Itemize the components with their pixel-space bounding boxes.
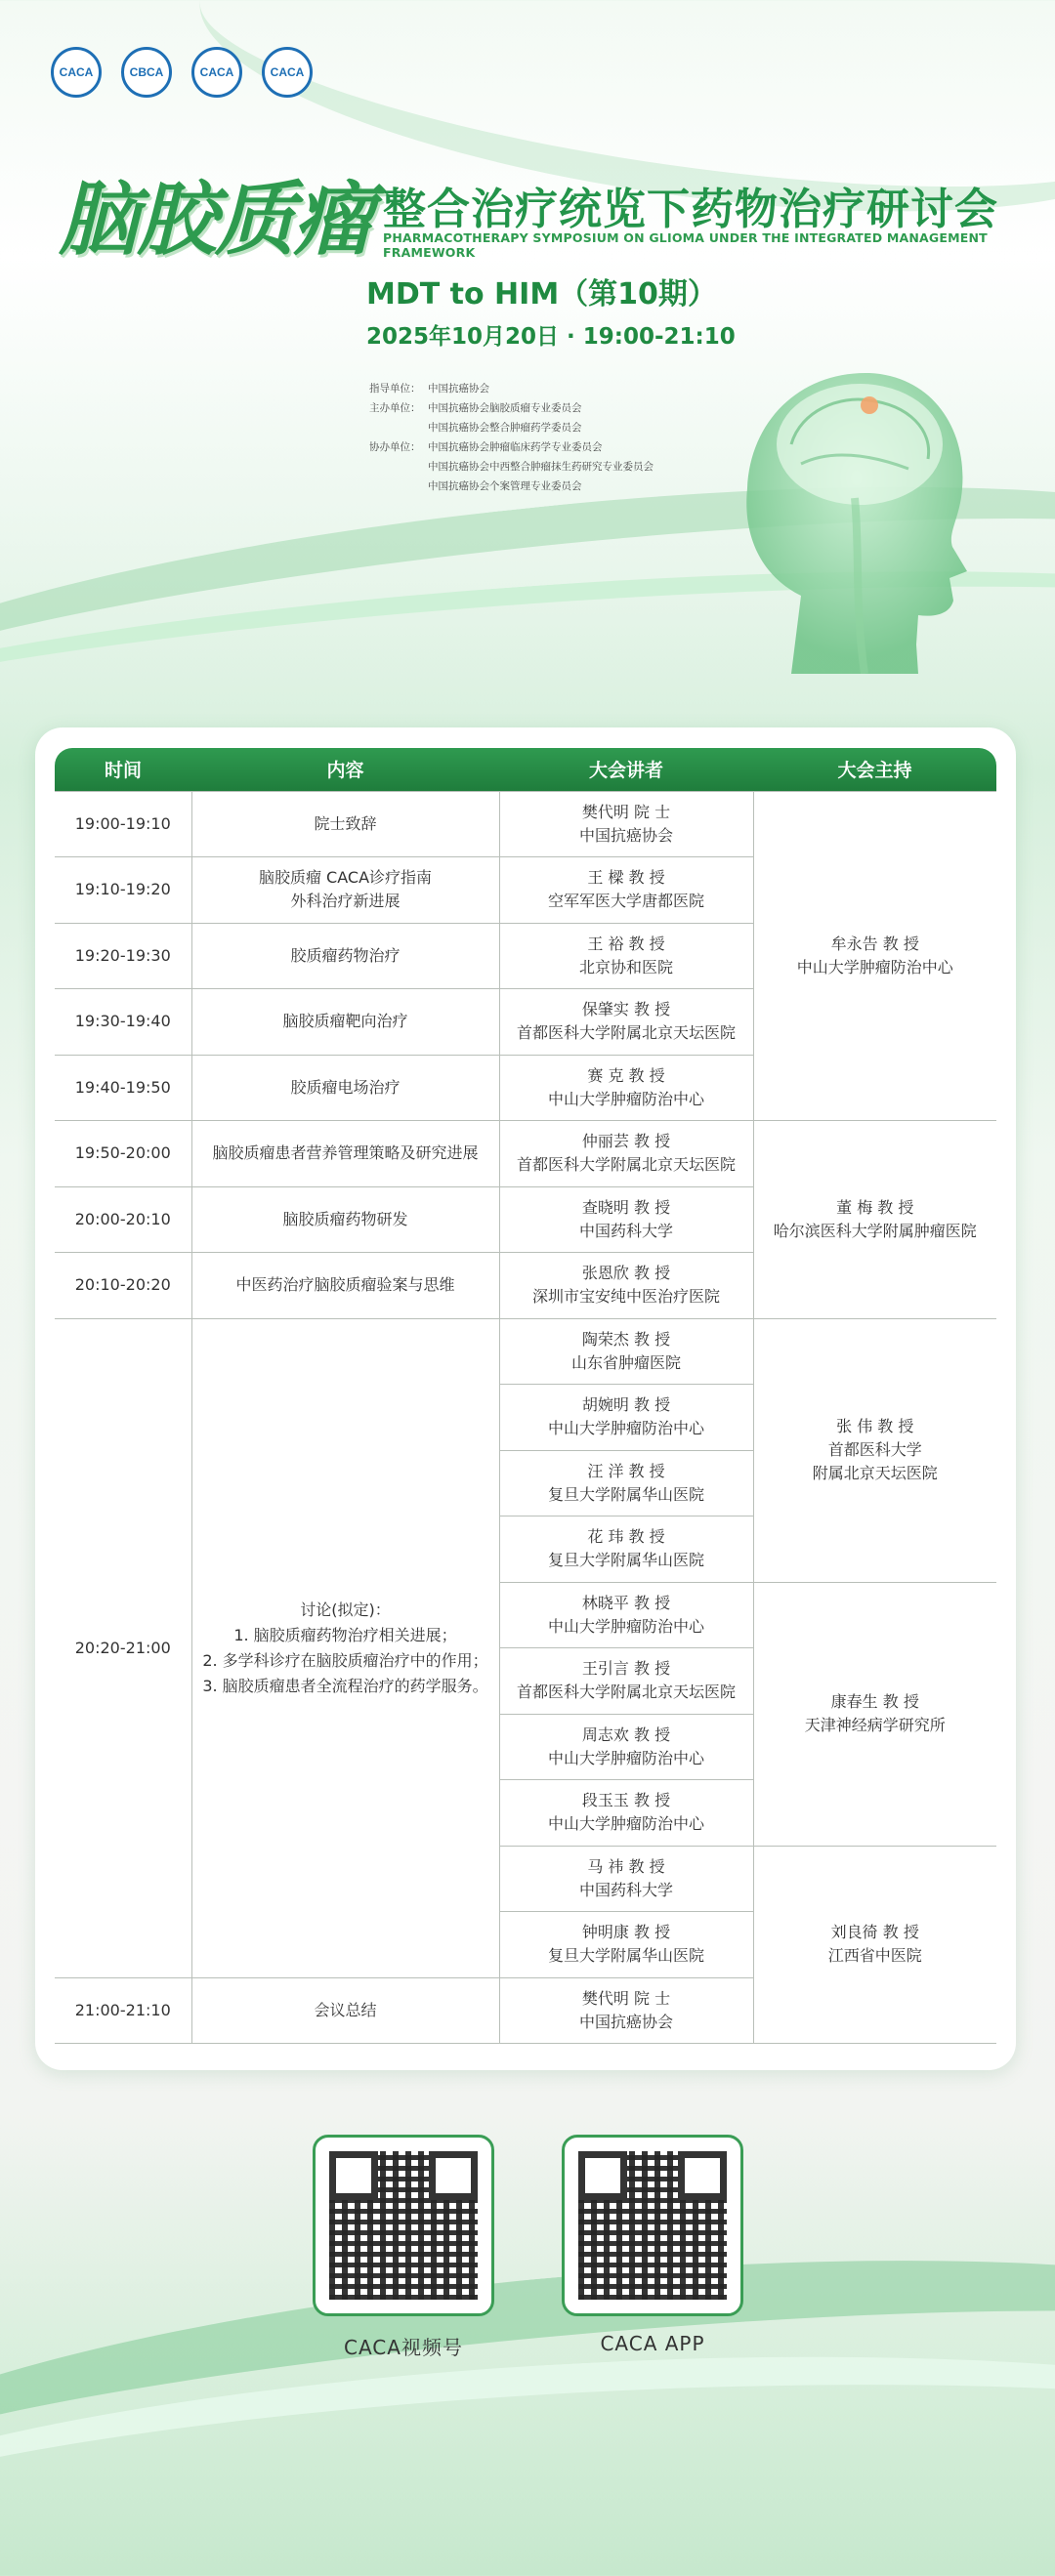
speaker-cell: 王 樑 教 授 空军军医大学唐都医院 xyxy=(499,857,753,924)
time-cell: 20:20-21:00 xyxy=(55,1318,191,1977)
association-logo: CACA xyxy=(262,47,313,98)
speaker-cell: 马 祎 教 授 中国药科大学 xyxy=(499,1846,753,1912)
qr-caca-app[interactable] xyxy=(562,2135,743,2355)
time-cell: 19:10-19:20 xyxy=(55,857,191,924)
organizer-row: 中国抗癌协会整合肿瘤药学委员会 xyxy=(428,422,582,434)
host-cell: 刘良徛 教 授 江西省中医院 xyxy=(753,1846,996,2044)
host-cell: 董 梅 教 授 哈尔滨医科大学附属肿瘤医院 xyxy=(753,1121,996,1319)
time-cell: 19:20-19:30 xyxy=(55,923,191,989)
speaker-cell: 王引言 教 授 首都医科大学附属北京天坛医院 xyxy=(499,1648,753,1715)
speaker-cell: 段玉玉 教 授 中山大学肿瘤防治中心 xyxy=(499,1780,753,1847)
qr-frame xyxy=(313,2135,494,2316)
speaker-cell: 仲丽芸 教 授 首都医科大学附属北京天坛医院 xyxy=(499,1121,753,1187)
speaker-cell: 樊代明 院 士 中国抗癌协会 xyxy=(499,791,753,857)
time-cell: 19:00-19:10 xyxy=(55,791,191,857)
caca-logo: CACA xyxy=(51,47,102,98)
table-row xyxy=(55,791,996,857)
content-cell: 胶质瘤电场治疗 xyxy=(191,1055,499,1121)
speaker-cell: 汪 洋 教 授 复旦大学附属华山医院 xyxy=(499,1450,753,1517)
speaker-cell: 赛 克 教 授 中山大学肿瘤防治中心 xyxy=(499,1055,753,1121)
host-cell: 张 伟 教 授 首都医科大学 附属北京天坛医院 xyxy=(753,1318,996,1582)
content-cell: 院士致辞 xyxy=(191,791,499,857)
table-row xyxy=(55,1318,996,1385)
speaker-cell: 王 裕 教 授 北京协和医院 xyxy=(499,923,753,989)
calligraphy-title: 脑胶质瘤 xyxy=(59,173,371,267)
organizer-list xyxy=(369,379,654,496)
speaker-cell: 钟明康 教 授 复旦大学附属华山医院 xyxy=(499,1912,753,1978)
speaker-cell: 林晓平 教 授 中山大学肿瘤防治中心 xyxy=(499,1582,753,1648)
content-cell: 脑胶质瘤患者营养管理策略及研究进展 xyxy=(191,1121,499,1187)
speaker-cell: 樊代明 院 士 中国抗癌协会 xyxy=(499,1977,753,2044)
speaker-cell: 花 玮 教 授 复旦大学附属华山医院 xyxy=(499,1517,753,1583)
header-speaker: 大会讲者 xyxy=(499,748,753,791)
content-cell: 脑胶质瘤靶向治疗 xyxy=(191,989,499,1056)
qr-video-channel[interactable] xyxy=(313,2135,494,2360)
time-cell: 20:00-20:10 xyxy=(55,1186,191,1253)
emblem-logo: CACA xyxy=(191,47,242,98)
qr-code-icon xyxy=(329,2151,478,2300)
qr-code-icon xyxy=(578,2151,727,2300)
speaker-cell: 张恩欣 教 授 深圳市宝安纯中医治疗医院 xyxy=(499,1253,753,1319)
speaker-cell: 保肇实 教 授 首都医科大学附属北京天坛医院 xyxy=(499,989,753,1056)
time-cell: 21:00-21:10 xyxy=(55,1977,191,2044)
cbca-logo: CBCA xyxy=(121,47,172,98)
sponsor-logos xyxy=(51,47,313,98)
edition-label: MDT to HIM（第10期） xyxy=(366,277,717,312)
host-cell: 康春生 教 授 天津神经病学研究所 xyxy=(753,1582,996,1846)
discussion-topics: 讨论(拟定)： 1. 脑胶质瘤药物治疗相关进展； 2. 多学科诊疗在脑胶质瘤治疗中的作用； 3. 脑胶质瘤患者全流程治疗的药学服务。 xyxy=(191,1318,499,1977)
brain-head-illustration xyxy=(723,352,977,674)
organizer-row: 中国抗癌协会个案管理专业委员会 xyxy=(428,480,582,492)
speaker-cell: 胡婉明 教 授 中山大学肿瘤防治中心 xyxy=(499,1385,753,1451)
qr-label: CACA视频号 xyxy=(344,2336,463,2359)
schedule-table xyxy=(55,748,996,2044)
english-subtitle: PHARMACOTHERAPY SYMPOSIUM ON GLIOMA UNDER THE INTEGRATED MANAGEMENT FRAMEWORK xyxy=(383,230,988,260)
qr-label: CACA APP xyxy=(600,2332,705,2355)
speaker-cell: 周志欢 教 授 中山大学肿瘤防治中心 xyxy=(499,1714,753,1780)
time-cell: 20:10-20:20 xyxy=(55,1253,191,1319)
organizer-row: 协办单位： 中国抗癌协会肿瘤临床药学专业委员会 xyxy=(369,441,603,453)
content-cell: 胶质瘤药物治疗 xyxy=(191,923,499,989)
table-row xyxy=(55,1121,996,1187)
content-cell: 脑胶质瘤药物研发 xyxy=(191,1186,499,1253)
time-cell: 19:40-19:50 xyxy=(55,1055,191,1121)
speaker-cell: 查晓明 教 授 中国药科大学 xyxy=(499,1186,753,1253)
header-time: 时间 xyxy=(55,748,191,791)
qr-frame xyxy=(562,2135,743,2316)
time-cell: 19:30-19:40 xyxy=(55,989,191,1056)
organizer-row: 主办单位： 中国抗癌协会脑胶质瘤专业委员会 xyxy=(369,402,582,414)
page-title: 整合治疗统览下药物治疗研讨会 xyxy=(383,185,998,234)
event-datetime: 2025年10月20日 · 19:00-21:10 xyxy=(366,324,736,350)
content-cell: 脑胶质瘤 CACA诊疗指南 外科治疗新进展 xyxy=(191,857,499,924)
content-cell: 中医药治疗脑胶质瘤验案与思维 xyxy=(191,1253,499,1319)
content-cell: 会议总结 xyxy=(191,1977,499,2044)
time-cell: 19:50-20:00 xyxy=(55,1121,191,1187)
organizer-row: 指导单位： 中国抗癌协会 xyxy=(369,383,489,395)
speaker-cell: 陶荣杰 教 授 山东省肿瘤医院 xyxy=(499,1318,753,1385)
host-cell: 牟永告 教 授 中山大学肿瘤防治中心 xyxy=(753,791,996,1121)
organizer-row: 中国抗癌协会中西整合肿瘤抹生药研究专业委员会 xyxy=(428,461,654,473)
header-host: 大会主持 xyxy=(753,748,996,791)
header-content: 内容 xyxy=(191,748,499,791)
